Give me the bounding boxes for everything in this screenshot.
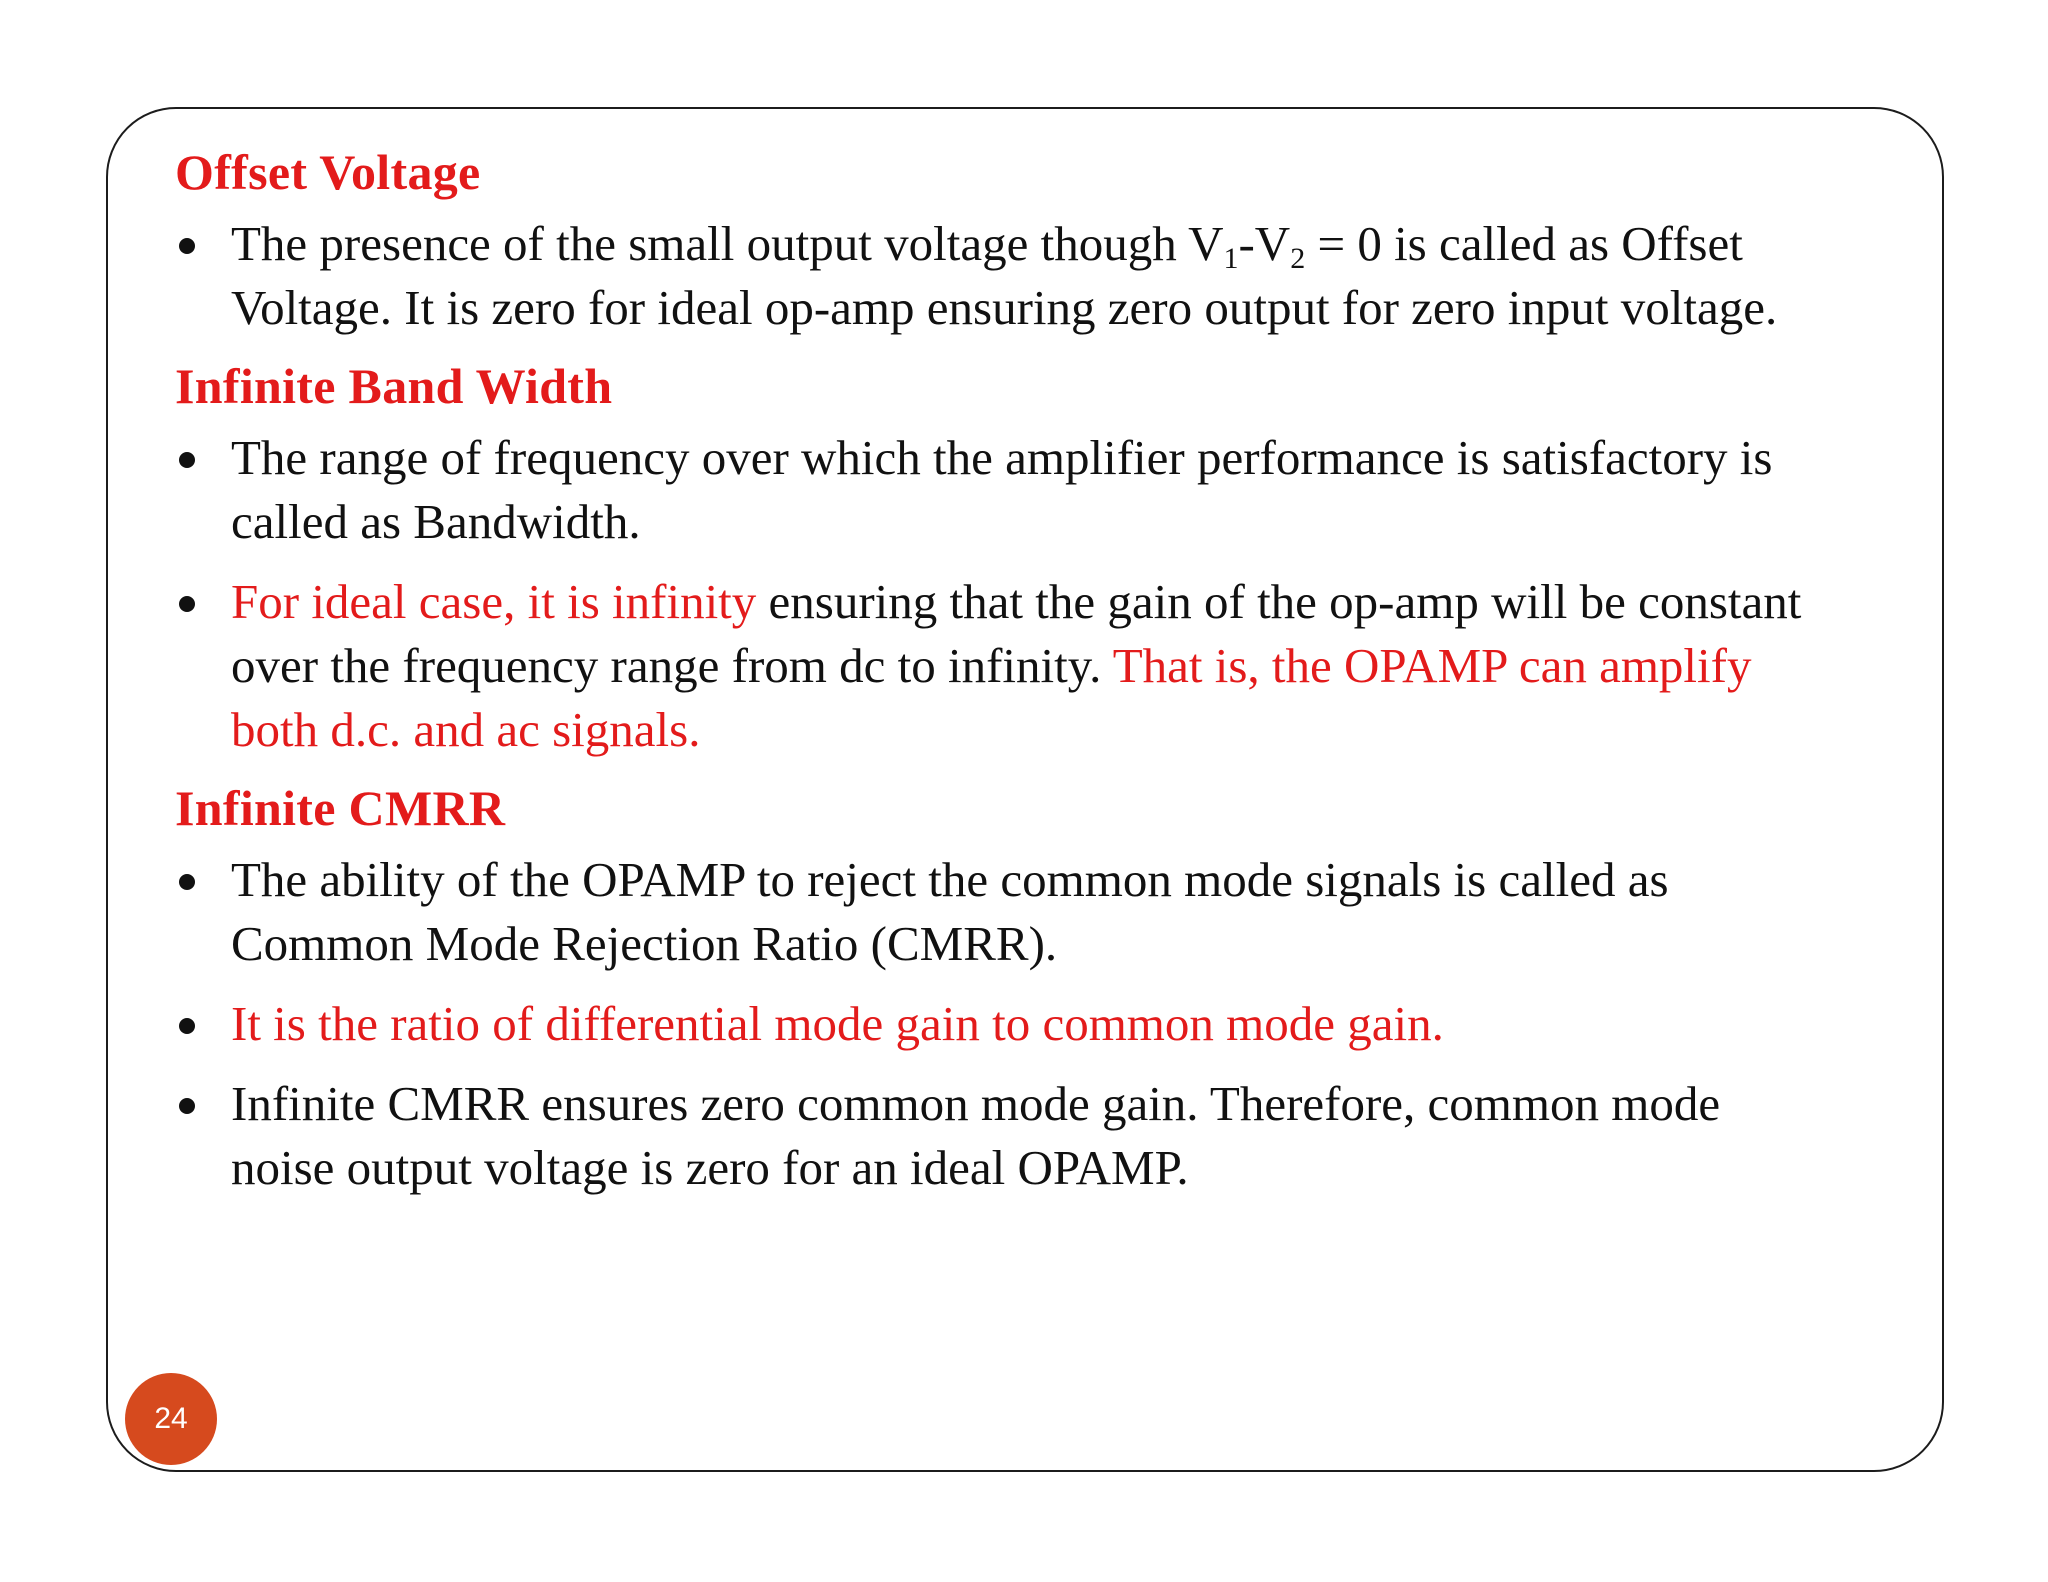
bullet-item: [175, 212, 1835, 340]
bullet-item: [175, 426, 1835, 554]
slide-content: [175, 142, 1835, 1216]
bullet-dot-icon: [179, 238, 195, 254]
section-heading: Offset Voltage: [175, 144, 481, 200]
highlight-text: It is the ratio of differential mode gain to common mode gain.: [231, 996, 1444, 1051]
bullet-list: [175, 426, 1835, 762]
bullet-text: The ability of the OPAMP to reject the common mode signals is called as Common Mode Rejection Ratio (CMRR).: [231, 852, 1669, 971]
highlight-text: That is, the OPAMP can amplify both d.c. and ac signals.: [231, 638, 1752, 757]
section-heading: Infinite Band Width: [175, 358, 613, 414]
bullet-text: The range of frequency over which the amplifier performance is satisfactory is called as Bandwidth.: [231, 430, 1773, 549]
bullet-dot-icon: [179, 1018, 195, 1034]
bullet-dot-icon: [179, 1098, 195, 1114]
section-offset-voltage: [175, 142, 1835, 340]
bullet-list: [175, 212, 1835, 340]
highlight-text: For ideal case, it is infinity: [231, 574, 757, 629]
section-infinite-cmrr: [175, 778, 1835, 1200]
page-number-badge: 24: [125, 1373, 217, 1465]
bullet-item: [175, 1072, 1835, 1200]
bullet-text: The presence of the small output voltage though V: [231, 216, 1224, 271]
section-infinite-bandwidth: [175, 356, 1835, 762]
bullet-text: = 0 is called as Offset Voltage. It is zero for ideal op-amp ensuring zero output for zero input voltage.: [231, 216, 1778, 335]
bullet-dot-icon: [179, 452, 195, 468]
section-heading: Infinite CMRR: [175, 780, 506, 836]
bullet-text: ensuring that the gain of the op-amp will be constant over the frequency range from dc to infinity.: [231, 574, 1802, 693]
subscript: 2: [1290, 242, 1306, 275]
bullet-text: -V: [1238, 216, 1291, 271]
bullet-item: [175, 992, 1835, 1056]
bullet-dot-icon: [179, 596, 195, 612]
bullet-item: [175, 848, 1835, 976]
bullet-item: [175, 570, 1835, 762]
bullet-dot-icon: [179, 874, 195, 890]
bullet-list: [175, 848, 1835, 1200]
bullet-text: Infinite CMRR ensures zero common mode gain. Therefore, common mode noise output voltage is zero for an ideal OPAMP.: [231, 1076, 1721, 1195]
subscript: 1: [1223, 242, 1239, 275]
